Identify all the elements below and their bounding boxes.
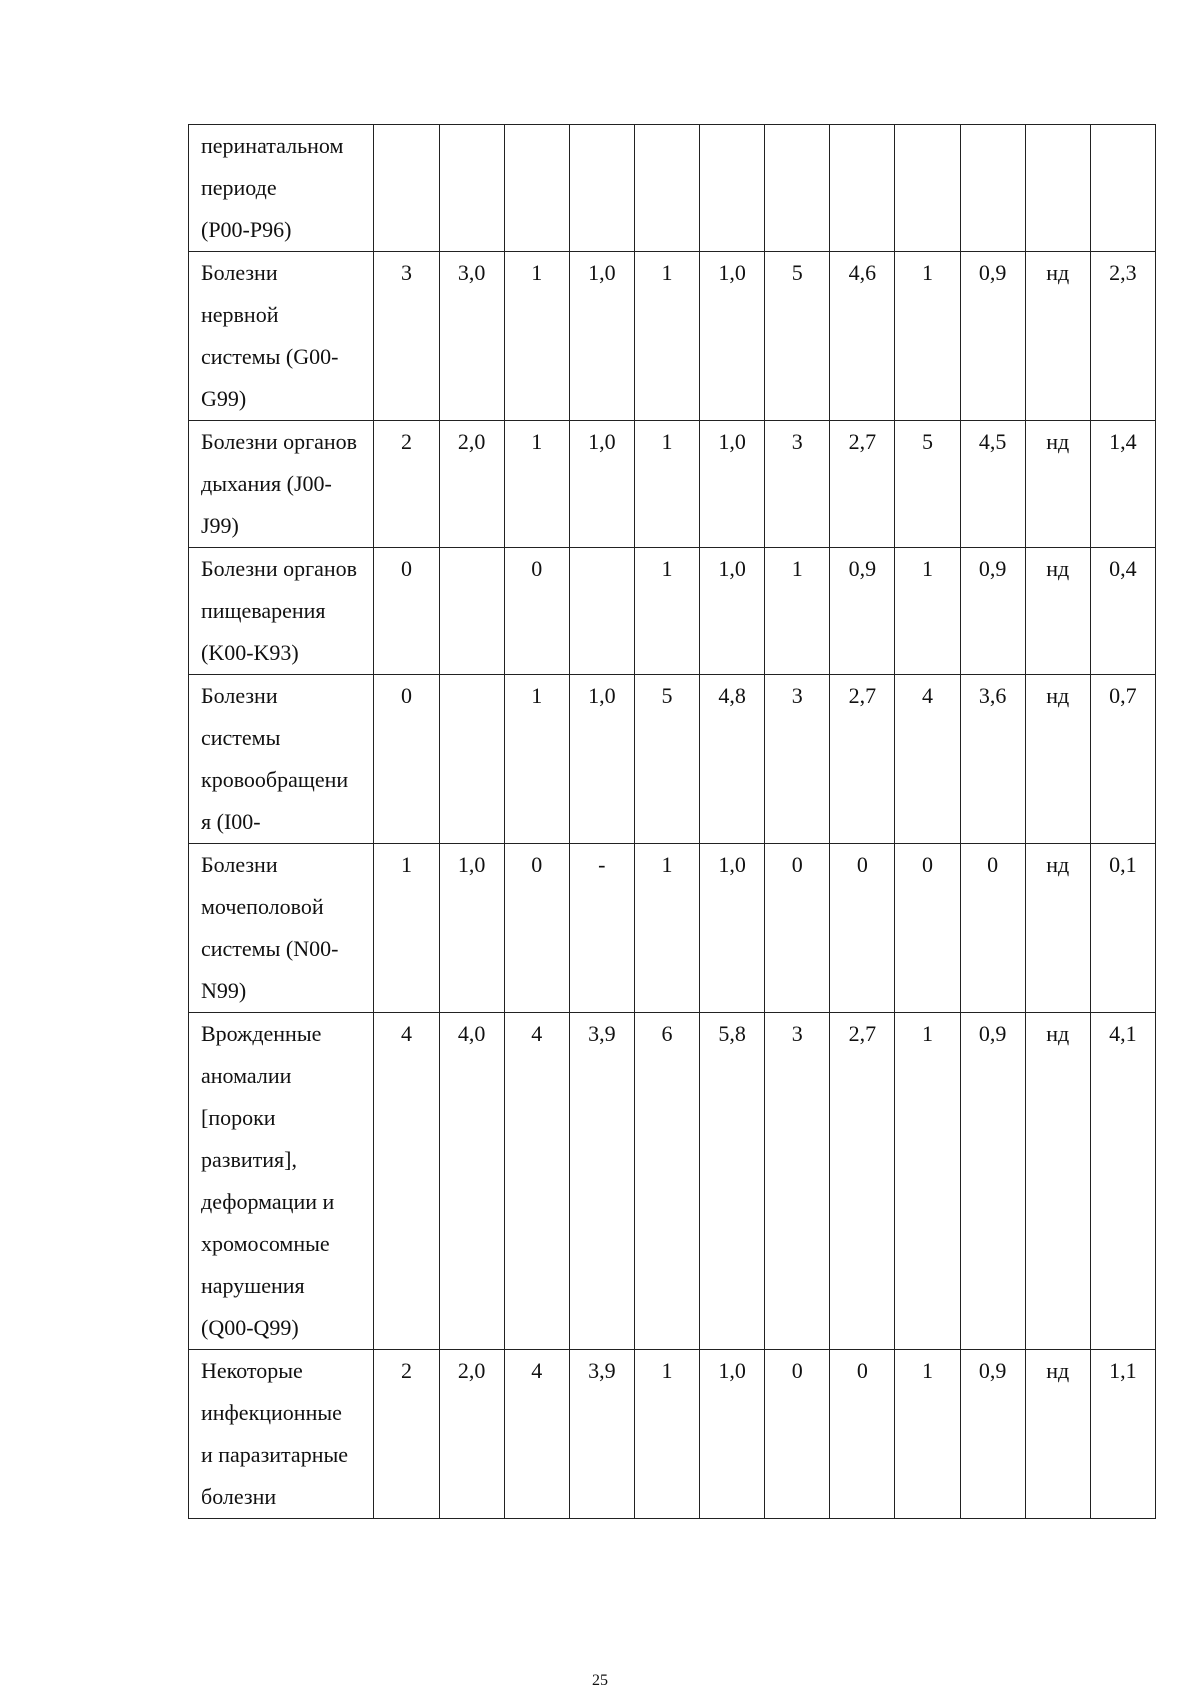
- row-label-line: J99): [201, 513, 239, 538]
- table-cell: 3,9: [569, 1013, 634, 1350]
- table-cell: 3: [765, 675, 830, 844]
- data-table: [188, 124, 1156, 1519]
- table-cell: 3,6: [960, 675, 1025, 844]
- table-cell: 3: [374, 252, 439, 421]
- row-label-line: и паразитарные: [201, 1442, 349, 1467]
- row-label-line: хромосомные: [201, 1231, 330, 1256]
- table-cell: 1: [765, 548, 830, 675]
- table-row: [189, 844, 1156, 1013]
- table-cell: 4,8: [700, 675, 765, 844]
- table-cell: [504, 125, 569, 252]
- table-cell: 2,7: [830, 1013, 895, 1350]
- row-label-line: (P00-P96): [201, 217, 292, 242]
- row-label-line: болезни: [201, 1484, 277, 1509]
- table-cell: 0: [765, 844, 830, 1013]
- row-label-cell: [189, 125, 374, 252]
- table-cell: 2,7: [830, 675, 895, 844]
- row-label-line: (K00-K93): [201, 640, 299, 665]
- table-row: [189, 1013, 1156, 1350]
- table-cell: 1: [504, 421, 569, 548]
- table-cell: [1090, 125, 1155, 252]
- row-label-line: Болезни органов: [201, 556, 358, 581]
- table-cell: [439, 675, 504, 844]
- table-cell: 1,0: [569, 421, 634, 548]
- table-cell: [439, 125, 504, 252]
- table-cell: 1: [504, 252, 569, 421]
- table-cell: 3: [765, 1013, 830, 1350]
- table-cell: 0,9: [960, 548, 1025, 675]
- row-label-line: системы: [201, 725, 281, 750]
- table-cell: 0: [504, 844, 569, 1013]
- table-cell: 2,3: [1090, 252, 1155, 421]
- table-cell: [374, 125, 439, 252]
- table-cell: -: [569, 844, 634, 1013]
- table-cell: 0,9: [960, 1350, 1025, 1519]
- table-row: [189, 675, 1156, 844]
- row-label-cell: [189, 1013, 374, 1350]
- table-cell: 1: [634, 844, 699, 1013]
- table-cell: 1: [895, 252, 960, 421]
- table-cell: 4: [895, 675, 960, 844]
- row-label-line: Болезни: [201, 683, 278, 708]
- table-cell: 4: [504, 1350, 569, 1519]
- table-cell: 1,0: [569, 675, 634, 844]
- row-label-line: (Q00-Q99): [201, 1315, 299, 1340]
- table-cell: 1,0: [700, 252, 765, 421]
- table-cell: 0,9: [960, 1013, 1025, 1350]
- table-cell: 1: [634, 548, 699, 675]
- table-cell: 0: [765, 1350, 830, 1519]
- table-cell: 6: [634, 1013, 699, 1350]
- row-label-line: дыхания (J00-: [201, 471, 332, 496]
- table-cell: 1: [504, 675, 569, 844]
- table-cell: нд: [1025, 252, 1090, 421]
- row-label-cell: [189, 1350, 374, 1519]
- table-cell: 5: [895, 421, 960, 548]
- table-cell: 0: [830, 1350, 895, 1519]
- table-cell: 0,9: [830, 548, 895, 675]
- table-row: [189, 421, 1156, 548]
- table-cell: [700, 125, 765, 252]
- table-cell: 1,0: [700, 1350, 765, 1519]
- table-cell: 2: [374, 421, 439, 548]
- table-cell: 5: [634, 675, 699, 844]
- table-cell: 3,9: [569, 1350, 634, 1519]
- table-cell: 1: [895, 1013, 960, 1350]
- row-label-line: я (I00-: [201, 809, 261, 834]
- table-cell: нд: [1025, 844, 1090, 1013]
- table-cell: нд: [1025, 1013, 1090, 1350]
- row-label-line: мочеполовой: [201, 894, 324, 919]
- row-label-line: пищеварения: [201, 598, 326, 623]
- table-cell: 0,9: [960, 252, 1025, 421]
- table-cell: [765, 125, 830, 252]
- table-cell: 0,7: [1090, 675, 1155, 844]
- table-cell: 4: [374, 1013, 439, 1350]
- table-cell: 3: [765, 421, 830, 548]
- table-cell: [960, 125, 1025, 252]
- table-cell: 1,0: [700, 421, 765, 548]
- table-row: [189, 548, 1156, 675]
- table-row: [189, 252, 1156, 421]
- table-cell: 2: [374, 1350, 439, 1519]
- row-label-cell: [189, 548, 374, 675]
- table-cell: 0: [830, 844, 895, 1013]
- table-cell: 0: [504, 548, 569, 675]
- table-cell: [895, 125, 960, 252]
- table-cell: 5,8: [700, 1013, 765, 1350]
- row-label-line: инфекционные: [201, 1400, 342, 1425]
- row-label-line: Врожденные: [201, 1021, 322, 1046]
- row-label-line: G99): [201, 386, 247, 411]
- table-cell: 0: [895, 844, 960, 1013]
- table-cell: 1: [634, 1350, 699, 1519]
- row-label-line: перинатальном: [201, 133, 344, 158]
- table-cell: 1: [634, 421, 699, 548]
- table-cell: 1,0: [700, 844, 765, 1013]
- table-cell: 1,0: [569, 252, 634, 421]
- table-cell: 4,0: [439, 1013, 504, 1350]
- table-cell: 4,6: [830, 252, 895, 421]
- row-label-line: системы (G00-: [201, 344, 339, 369]
- table-cell: 1: [895, 1350, 960, 1519]
- table-cell: [569, 125, 634, 252]
- row-label-line: Болезни: [201, 852, 278, 877]
- row-label-line: аномалии: [201, 1063, 292, 1088]
- table-cell: 0: [374, 675, 439, 844]
- table-row: [189, 1350, 1156, 1519]
- row-label-line: Болезни органов: [201, 429, 358, 454]
- page-number: 25: [592, 1672, 608, 1689]
- row-label-cell: [189, 844, 374, 1013]
- table-cell: 2,0: [439, 1350, 504, 1519]
- row-label-line: Болезни: [201, 260, 278, 285]
- table-cell: 4,1: [1090, 1013, 1155, 1350]
- table-cell: 1,0: [700, 548, 765, 675]
- row-label-line: нарушения: [201, 1273, 305, 1298]
- row-label-line: периоде: [201, 175, 277, 200]
- row-label-line: Некоторые: [201, 1358, 303, 1383]
- table-cell: 1: [895, 548, 960, 675]
- table-cell: 2,0: [439, 421, 504, 548]
- table-cell: 0,1: [1090, 844, 1155, 1013]
- row-label-line: N99): [201, 978, 247, 1003]
- row-label-line: кровообращени: [201, 767, 349, 792]
- row-label-line: развития],: [201, 1147, 297, 1172]
- table-cell: нд: [1025, 675, 1090, 844]
- table-cell: 2,7: [830, 421, 895, 548]
- row-label-cell: [189, 421, 374, 548]
- table-cell: 1,1: [1090, 1350, 1155, 1519]
- table-cell: 1: [634, 252, 699, 421]
- table-cell: нд: [1025, 548, 1090, 675]
- table-cell: 1,4: [1090, 421, 1155, 548]
- table-cell: 5: [765, 252, 830, 421]
- table-body: [189, 125, 1156, 1519]
- table-cell: 0: [960, 844, 1025, 1013]
- table-cell: нд: [1025, 421, 1090, 548]
- table-cell: 4,5: [960, 421, 1025, 548]
- row-label-line: деформации и: [201, 1189, 335, 1214]
- table-cell: [830, 125, 895, 252]
- table-cell: [1025, 125, 1090, 252]
- table-cell: [569, 548, 634, 675]
- table-cell: [634, 125, 699, 252]
- table-cell: 0,4: [1090, 548, 1155, 675]
- table-cell: 1: [374, 844, 439, 1013]
- table-cell: 4: [504, 1013, 569, 1350]
- table-row: [189, 125, 1156, 252]
- row-label-line: системы (N00-: [201, 936, 339, 961]
- row-label-cell: [189, 252, 374, 421]
- row-label-line: нервной: [201, 302, 279, 327]
- row-label-cell: [189, 675, 374, 844]
- table-cell: 3,0: [439, 252, 504, 421]
- table-cell: 1,0: [439, 844, 504, 1013]
- table-cell: 0: [374, 548, 439, 675]
- row-label-line: [пороки: [201, 1105, 276, 1130]
- table-cell: [439, 548, 504, 675]
- table-cell: нд: [1025, 1350, 1090, 1519]
